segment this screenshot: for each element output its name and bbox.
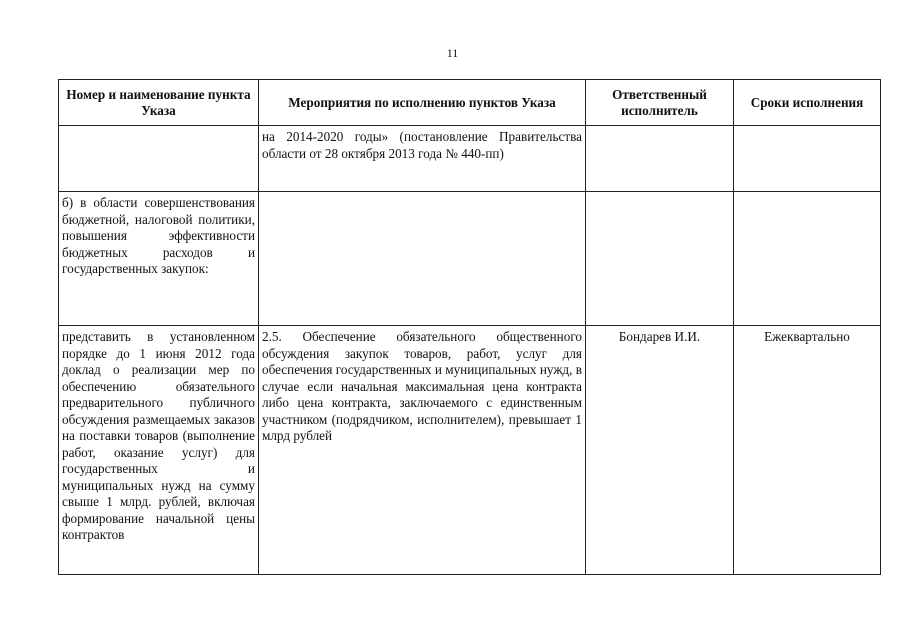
cell-responsible — [586, 192, 734, 326]
table-row — [59, 126, 881, 192]
header-deadlines: Сроки исполнения — [734, 80, 881, 126]
measures-table — [58, 79, 881, 575]
header-responsible: Ответственный исполнитель — [586, 80, 734, 126]
header-measures: Мероприятия по исполнению пунктов Указа — [259, 80, 586, 126]
cell-measure — [259, 192, 586, 326]
cell-responsible — [586, 126, 734, 192]
page-number: 11 — [446, 46, 459, 60]
table-row — [59, 192, 881, 326]
cell-measure: на 2014-2020 годы» (постановление Правительства области от 28 октября 2013 года № 440-пп) — [259, 126, 586, 192]
cell-responsible: Бондарев И.И. — [586, 326, 734, 575]
cell-decree-item: представить в установленном порядке до 1 июня 2012 года доклад о реализации мер по обеспечению обязательного предварительного публичного обсуждения размещаемых заказов на поставки товаров (выполнение работ, оказание услуг) для государственных и муниципальных нужд на сумму свыше 1 млрд. рублей, включая формирование начальной цены контрактов — [59, 326, 259, 575]
cell-decree-item: б) в области совершенствования бюджетной, налоговой политики, повышения эффективности бюджетных расходов и государственных закупок: — [59, 192, 259, 326]
table-header-row — [59, 80, 881, 126]
header-decree-item: Номер и наименование пункта Указа — [59, 80, 259, 126]
table-row — [59, 326, 881, 575]
cell-deadline: Ежеквартально — [734, 326, 881, 575]
cell-deadline — [734, 192, 881, 326]
cell-measure: 2.5. Обеспечение обязательного общественного обсуждения закупок товаров, работ, услуг для обеспечения государственных и муниципальных нужд, в случае если начальная максимальная цена контракта либо цена контракта, заключаемого с единственным участником (подрядчиком, исполнителем), превышает 1 млрд рублей — [259, 326, 586, 575]
cell-deadline — [734, 126, 881, 192]
cell-decree-item — [59, 126, 259, 192]
